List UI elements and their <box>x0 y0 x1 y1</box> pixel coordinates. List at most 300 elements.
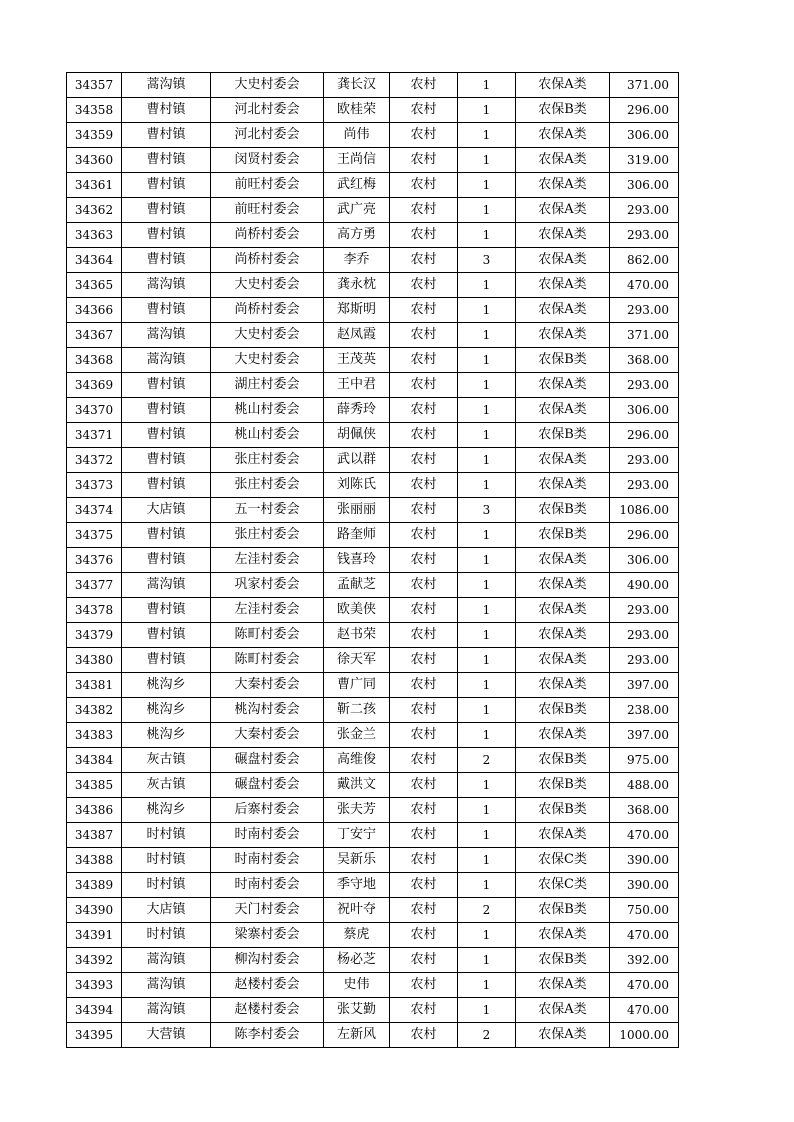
records-table-body <box>67 73 679 1048</box>
amount-cell: 470.00 <box>610 923 679 948</box>
township-cell: 大店镇 <box>122 898 211 923</box>
amount-cell: 368.00 <box>610 798 679 823</box>
count-cell: 2 <box>458 1023 516 1048</box>
household-type-cell: 农村 <box>390 398 458 423</box>
township-cell: 曹村镇 <box>122 648 211 673</box>
record-id-cell: 34382 <box>67 698 122 723</box>
category-cell: 农保B类 <box>516 523 610 548</box>
category-cell: 农保A类 <box>516 273 610 298</box>
township-cell: 时村镇 <box>122 923 211 948</box>
amount-cell: 293.00 <box>610 448 679 473</box>
record-id-cell: 34365 <box>67 273 122 298</box>
household-type-cell: 农村 <box>390 173 458 198</box>
count-cell: 1 <box>458 123 516 148</box>
village-committee-cell: 前旺村委会 <box>211 198 324 223</box>
household-type-cell: 农村 <box>390 498 458 523</box>
table-row <box>67 123 679 148</box>
township-cell: 曹村镇 <box>122 248 211 273</box>
name-cell: 史伟 <box>324 973 390 998</box>
township-cell: 桃沟乡 <box>122 673 211 698</box>
village-committee-cell: 陈町村委会 <box>211 648 324 673</box>
record-id-cell: 34393 <box>67 973 122 998</box>
record-id-cell: 34378 <box>67 598 122 623</box>
name-cell: 张艾勤 <box>324 998 390 1023</box>
household-type-cell: 农村 <box>390 948 458 973</box>
category-cell: 农保A类 <box>516 673 610 698</box>
category-cell: 农保A类 <box>516 973 610 998</box>
count-cell: 1 <box>458 223 516 248</box>
category-cell: 农保A类 <box>516 598 610 623</box>
count-cell: 1 <box>458 173 516 198</box>
count-cell: 1 <box>458 148 516 173</box>
household-type-cell: 农村 <box>390 373 458 398</box>
record-id-cell: 34391 <box>67 923 122 948</box>
count-cell: 1 <box>458 973 516 998</box>
table-row <box>67 148 679 173</box>
amount-cell: 390.00 <box>610 873 679 898</box>
township-cell: 曹村镇 <box>122 598 211 623</box>
village-committee-cell: 桃山村委会 <box>211 423 324 448</box>
record-id-cell: 34376 <box>67 548 122 573</box>
household-type-cell: 农村 <box>390 273 458 298</box>
table-row <box>67 473 679 498</box>
category-cell: 农保A类 <box>516 623 610 648</box>
table-row <box>67 398 679 423</box>
household-type-cell: 农村 <box>390 673 458 698</box>
count-cell: 2 <box>458 898 516 923</box>
table-row <box>67 373 679 398</box>
village-committee-cell: 梁寨村委会 <box>211 923 324 948</box>
name-cell: 张丽丽 <box>324 498 390 523</box>
category-cell: 农保B类 <box>516 98 610 123</box>
name-cell: 龚永枕 <box>324 273 390 298</box>
category-cell: 农保A类 <box>516 723 610 748</box>
township-cell: 时村镇 <box>122 823 211 848</box>
household-type-cell: 农村 <box>390 723 458 748</box>
category-cell: 农保B类 <box>516 798 610 823</box>
category-cell: 农保A类 <box>516 73 610 98</box>
amount-cell: 371.00 <box>610 73 679 98</box>
amount-cell: 397.00 <box>610 673 679 698</box>
household-type-cell: 农村 <box>390 323 458 348</box>
village-committee-cell: 大史村委会 <box>211 273 324 298</box>
category-cell: 农保A类 <box>516 173 610 198</box>
village-committee-cell: 时南村委会 <box>211 848 324 873</box>
record-id-cell: 34395 <box>67 1023 122 1048</box>
name-cell: 郑斯明 <box>324 298 390 323</box>
category-cell: 农保A类 <box>516 323 610 348</box>
township-cell: 大店镇 <box>122 498 211 523</box>
record-id-cell: 34360 <box>67 148 122 173</box>
record-id-cell: 34359 <box>67 123 122 148</box>
amount-cell: 862.00 <box>610 248 679 273</box>
count-cell: 1 <box>458 798 516 823</box>
village-committee-cell: 左洼村委会 <box>211 548 324 573</box>
village-committee-cell: 尚桥村委会 <box>211 223 324 248</box>
count-cell: 1 <box>458 948 516 973</box>
count-cell: 1 <box>458 873 516 898</box>
household-type-cell: 农村 <box>390 798 458 823</box>
township-cell: 曹村镇 <box>122 448 211 473</box>
record-id-cell: 34384 <box>67 748 122 773</box>
count-cell: 1 <box>458 598 516 623</box>
table-row <box>67 198 679 223</box>
township-cell: 曹村镇 <box>122 373 211 398</box>
name-cell: 高方勇 <box>324 223 390 248</box>
category-cell: 农保A类 <box>516 573 610 598</box>
record-id-cell: 34357 <box>67 73 122 98</box>
township-cell: 曹村镇 <box>122 473 211 498</box>
records-table <box>66 72 679 1048</box>
record-id-cell: 34361 <box>67 173 122 198</box>
household-type-cell: 农村 <box>390 448 458 473</box>
table-row <box>67 248 679 273</box>
record-id-cell: 34374 <box>67 498 122 523</box>
amount-cell: 390.00 <box>610 848 679 873</box>
table-row <box>67 73 679 98</box>
table-row <box>67 348 679 373</box>
household-type-cell: 农村 <box>390 698 458 723</box>
category-cell: 农保A类 <box>516 373 610 398</box>
table-row <box>67 873 679 898</box>
record-id-cell: 34370 <box>67 398 122 423</box>
category-cell: 农保B类 <box>516 348 610 373</box>
name-cell: 薛秀玲 <box>324 398 390 423</box>
category-cell: 农保C类 <box>516 873 610 898</box>
count-cell: 1 <box>458 298 516 323</box>
count-cell: 1 <box>458 823 516 848</box>
amount-cell: 368.00 <box>610 348 679 373</box>
category-cell: 农保A类 <box>516 223 610 248</box>
table-row <box>67 498 679 523</box>
count-cell: 3 <box>458 498 516 523</box>
category-cell: 农保A类 <box>516 823 610 848</box>
name-cell: 张夫芳 <box>324 798 390 823</box>
table-row <box>67 898 679 923</box>
name-cell: 戴洪文 <box>324 773 390 798</box>
village-committee-cell: 左洼村委会 <box>211 598 324 623</box>
table-row <box>67 423 679 448</box>
township-cell: 曹村镇 <box>122 173 211 198</box>
household-type-cell: 农村 <box>390 573 458 598</box>
table-row <box>67 298 679 323</box>
household-type-cell: 农村 <box>390 648 458 673</box>
record-id-cell: 34364 <box>67 248 122 273</box>
table-row <box>67 98 679 123</box>
amount-cell: 397.00 <box>610 723 679 748</box>
household-type-cell: 农村 <box>390 623 458 648</box>
amount-cell: 293.00 <box>610 198 679 223</box>
record-id-cell: 34389 <box>67 873 122 898</box>
category-cell: 农保A类 <box>516 923 610 948</box>
record-id-cell: 34381 <box>67 673 122 698</box>
table-row <box>67 673 679 698</box>
township-cell: 时村镇 <box>122 848 211 873</box>
village-committee-cell: 大史村委会 <box>211 348 324 373</box>
category-cell: 农保A类 <box>516 398 610 423</box>
name-cell: 蔡虎 <box>324 923 390 948</box>
name-cell: 高维俊 <box>324 748 390 773</box>
record-id-cell: 34366 <box>67 298 122 323</box>
name-cell: 丁安宁 <box>324 823 390 848</box>
household-type-cell: 农村 <box>390 898 458 923</box>
township-cell: 曹村镇 <box>122 98 211 123</box>
amount-cell: 306.00 <box>610 548 679 573</box>
count-cell: 1 <box>458 348 516 373</box>
record-id-cell: 34390 <box>67 898 122 923</box>
table-row <box>67 623 679 648</box>
count-cell: 1 <box>458 673 516 698</box>
category-cell: 农保B类 <box>516 748 610 773</box>
township-cell: 蒿沟镇 <box>122 323 211 348</box>
record-id-cell: 34385 <box>67 773 122 798</box>
township-cell: 曹村镇 <box>122 623 211 648</box>
amount-cell: 371.00 <box>610 323 679 348</box>
table-row <box>67 998 679 1023</box>
category-cell: 农保B类 <box>516 773 610 798</box>
table-row <box>67 548 679 573</box>
count-cell: 1 <box>458 998 516 1023</box>
record-id-cell: 34373 <box>67 473 122 498</box>
category-cell: 农保B类 <box>516 948 610 973</box>
township-cell: 曹村镇 <box>122 298 211 323</box>
table-row <box>67 523 679 548</box>
household-type-cell: 农村 <box>390 523 458 548</box>
township-cell: 曹村镇 <box>122 423 211 448</box>
name-cell: 武以群 <box>324 448 390 473</box>
name-cell: 孟献芝 <box>324 573 390 598</box>
record-id-cell: 34386 <box>67 798 122 823</box>
name-cell: 武广亮 <box>324 198 390 223</box>
township-cell: 曹村镇 <box>122 398 211 423</box>
village-committee-cell: 尚桥村委会 <box>211 298 324 323</box>
category-cell: 农保A类 <box>516 998 610 1023</box>
amount-cell: 490.00 <box>610 573 679 598</box>
village-committee-cell: 大史村委会 <box>211 73 324 98</box>
township-cell: 灰古镇 <box>122 773 211 798</box>
amount-cell: 296.00 <box>610 423 679 448</box>
table-row <box>67 173 679 198</box>
category-cell: 农保A类 <box>516 548 610 573</box>
record-id-cell: 34377 <box>67 573 122 598</box>
household-type-cell: 农村 <box>390 748 458 773</box>
name-cell: 龚长汉 <box>324 73 390 98</box>
table-row <box>67 273 679 298</box>
township-cell: 曹村镇 <box>122 223 211 248</box>
table-row <box>67 223 679 248</box>
township-cell: 蒿沟镇 <box>122 948 211 973</box>
name-cell: 杨必芝 <box>324 948 390 973</box>
name-cell: 钱喜玲 <box>324 548 390 573</box>
amount-cell: 296.00 <box>610 523 679 548</box>
township-cell: 曹村镇 <box>122 523 211 548</box>
amount-cell: 1000.00 <box>610 1023 679 1048</box>
count-cell: 1 <box>458 323 516 348</box>
village-committee-cell: 后寨村委会 <box>211 798 324 823</box>
count-cell: 1 <box>458 373 516 398</box>
township-cell: 桃沟乡 <box>122 798 211 823</box>
count-cell: 1 <box>458 773 516 798</box>
category-cell: 农保A类 <box>516 473 610 498</box>
count-cell: 1 <box>458 73 516 98</box>
count-cell: 3 <box>458 248 516 273</box>
table-row <box>67 748 679 773</box>
name-cell: 张金兰 <box>324 723 390 748</box>
name-cell: 祝叶夺 <box>324 898 390 923</box>
count-cell: 1 <box>458 848 516 873</box>
village-committee-cell: 桃山村委会 <box>211 398 324 423</box>
record-id-cell: 34369 <box>67 373 122 398</box>
table-row <box>67 848 679 873</box>
household-type-cell: 农村 <box>390 1023 458 1048</box>
township-cell: 蒿沟镇 <box>122 348 211 373</box>
name-cell: 尚伟 <box>324 123 390 148</box>
table-row <box>67 448 679 473</box>
name-cell: 李乔 <box>324 248 390 273</box>
category-cell: 农保A类 <box>516 123 610 148</box>
table-row <box>67 1023 679 1048</box>
count-cell: 1 <box>458 723 516 748</box>
township-cell: 蒿沟镇 <box>122 273 211 298</box>
table-row <box>67 598 679 623</box>
category-cell: 农保B类 <box>516 698 610 723</box>
record-id-cell: 34388 <box>67 848 122 873</box>
table-row <box>67 823 679 848</box>
record-id-cell: 34362 <box>67 198 122 223</box>
amount-cell: 293.00 <box>610 298 679 323</box>
count-cell: 1 <box>458 448 516 473</box>
name-cell: 路奎师 <box>324 523 390 548</box>
name-cell: 王茂英 <box>324 348 390 373</box>
village-committee-cell: 赵楼村委会 <box>211 998 324 1023</box>
household-type-cell: 农村 <box>390 773 458 798</box>
name-cell: 曹广同 <box>324 673 390 698</box>
record-id-cell: 34367 <box>67 323 122 348</box>
village-committee-cell: 尚桥村委会 <box>211 248 324 273</box>
record-id-cell: 34363 <box>67 223 122 248</box>
category-cell: 农保A类 <box>516 1023 610 1048</box>
table-row <box>67 648 679 673</box>
count-cell: 1 <box>458 923 516 948</box>
category-cell: 农保A类 <box>516 198 610 223</box>
household-type-cell: 农村 <box>390 298 458 323</box>
count-cell: 1 <box>458 473 516 498</box>
count-cell: 1 <box>458 273 516 298</box>
township-cell: 蒿沟镇 <box>122 73 211 98</box>
amount-cell: 306.00 <box>610 398 679 423</box>
record-id-cell: 34368 <box>67 348 122 373</box>
village-committee-cell: 五一村委会 <box>211 498 324 523</box>
category-cell: 农保A类 <box>516 298 610 323</box>
count-cell: 1 <box>458 623 516 648</box>
amount-cell: 293.00 <box>610 373 679 398</box>
count-cell: 1 <box>458 548 516 573</box>
amount-cell: 975.00 <box>610 748 679 773</box>
amount-cell: 293.00 <box>610 473 679 498</box>
village-committee-cell: 碾盘村委会 <box>211 748 324 773</box>
household-type-cell: 农村 <box>390 998 458 1023</box>
record-id-cell: 34387 <box>67 823 122 848</box>
table-row <box>67 323 679 348</box>
category-cell: 农保B类 <box>516 423 610 448</box>
village-committee-cell: 河北村委会 <box>211 98 324 123</box>
village-committee-cell: 陈町村委会 <box>211 623 324 648</box>
village-committee-cell: 大秦村委会 <box>211 673 324 698</box>
record-id-cell: 34372 <box>67 448 122 473</box>
table-row <box>67 573 679 598</box>
amount-cell: 293.00 <box>610 623 679 648</box>
village-committee-cell: 大史村委会 <box>211 323 324 348</box>
household-type-cell: 农村 <box>390 548 458 573</box>
name-cell: 徐天军 <box>324 648 390 673</box>
count-cell: 1 <box>458 523 516 548</box>
count-cell: 1 <box>458 698 516 723</box>
name-cell: 王尚信 <box>324 148 390 173</box>
count-cell: 2 <box>458 748 516 773</box>
village-committee-cell: 湖庄村委会 <box>211 373 324 398</box>
table-row <box>67 948 679 973</box>
township-cell: 桃沟乡 <box>122 698 211 723</box>
category-cell: 农保A类 <box>516 248 610 273</box>
record-id-cell: 34358 <box>67 98 122 123</box>
village-committee-cell: 闵贤村委会 <box>211 148 324 173</box>
amount-cell: 306.00 <box>610 173 679 198</box>
village-committee-cell: 桃沟村委会 <box>211 698 324 723</box>
name-cell: 欧桂荣 <box>324 98 390 123</box>
household-type-cell: 农村 <box>390 348 458 373</box>
village-committee-cell: 碾盘村委会 <box>211 773 324 798</box>
household-type-cell: 农村 <box>390 148 458 173</box>
record-id-cell: 34375 <box>67 523 122 548</box>
household-type-cell: 农村 <box>390 223 458 248</box>
household-type-cell: 农村 <box>390 473 458 498</box>
name-cell: 季守地 <box>324 873 390 898</box>
count-cell: 1 <box>458 573 516 598</box>
household-type-cell: 农村 <box>390 973 458 998</box>
township-cell: 时村镇 <box>122 873 211 898</box>
amount-cell: 750.00 <box>610 898 679 923</box>
category-cell: 农保C类 <box>516 848 610 873</box>
township-cell: 曹村镇 <box>122 548 211 573</box>
record-id-cell: 34379 <box>67 623 122 648</box>
amount-cell: 306.00 <box>610 123 679 148</box>
record-id-cell: 34394 <box>67 998 122 1023</box>
household-type-cell: 农村 <box>390 198 458 223</box>
township-cell: 曹村镇 <box>122 123 211 148</box>
name-cell: 刘陈氏 <box>324 473 390 498</box>
household-type-cell: 农村 <box>390 598 458 623</box>
category-cell: 农保B类 <box>516 498 610 523</box>
household-type-cell: 农村 <box>390 873 458 898</box>
village-committee-cell: 前旺村委会 <box>211 173 324 198</box>
township-cell: 灰古镇 <box>122 748 211 773</box>
township-cell: 曹村镇 <box>122 198 211 223</box>
count-cell: 1 <box>458 198 516 223</box>
village-committee-cell: 时南村委会 <box>211 873 324 898</box>
household-type-cell: 农村 <box>390 823 458 848</box>
amount-cell: 293.00 <box>610 223 679 248</box>
name-cell: 赵书荣 <box>324 623 390 648</box>
village-committee-cell: 赵楼村委会 <box>211 973 324 998</box>
amount-cell: 470.00 <box>610 823 679 848</box>
household-type-cell: 农村 <box>390 123 458 148</box>
household-type-cell: 农村 <box>390 248 458 273</box>
name-cell: 胡佩侠 <box>324 423 390 448</box>
record-id-cell: 34380 <box>67 648 122 673</box>
category-cell: 农保A类 <box>516 448 610 473</box>
household-type-cell: 农村 <box>390 98 458 123</box>
township-cell: 蒿沟镇 <box>122 573 211 598</box>
